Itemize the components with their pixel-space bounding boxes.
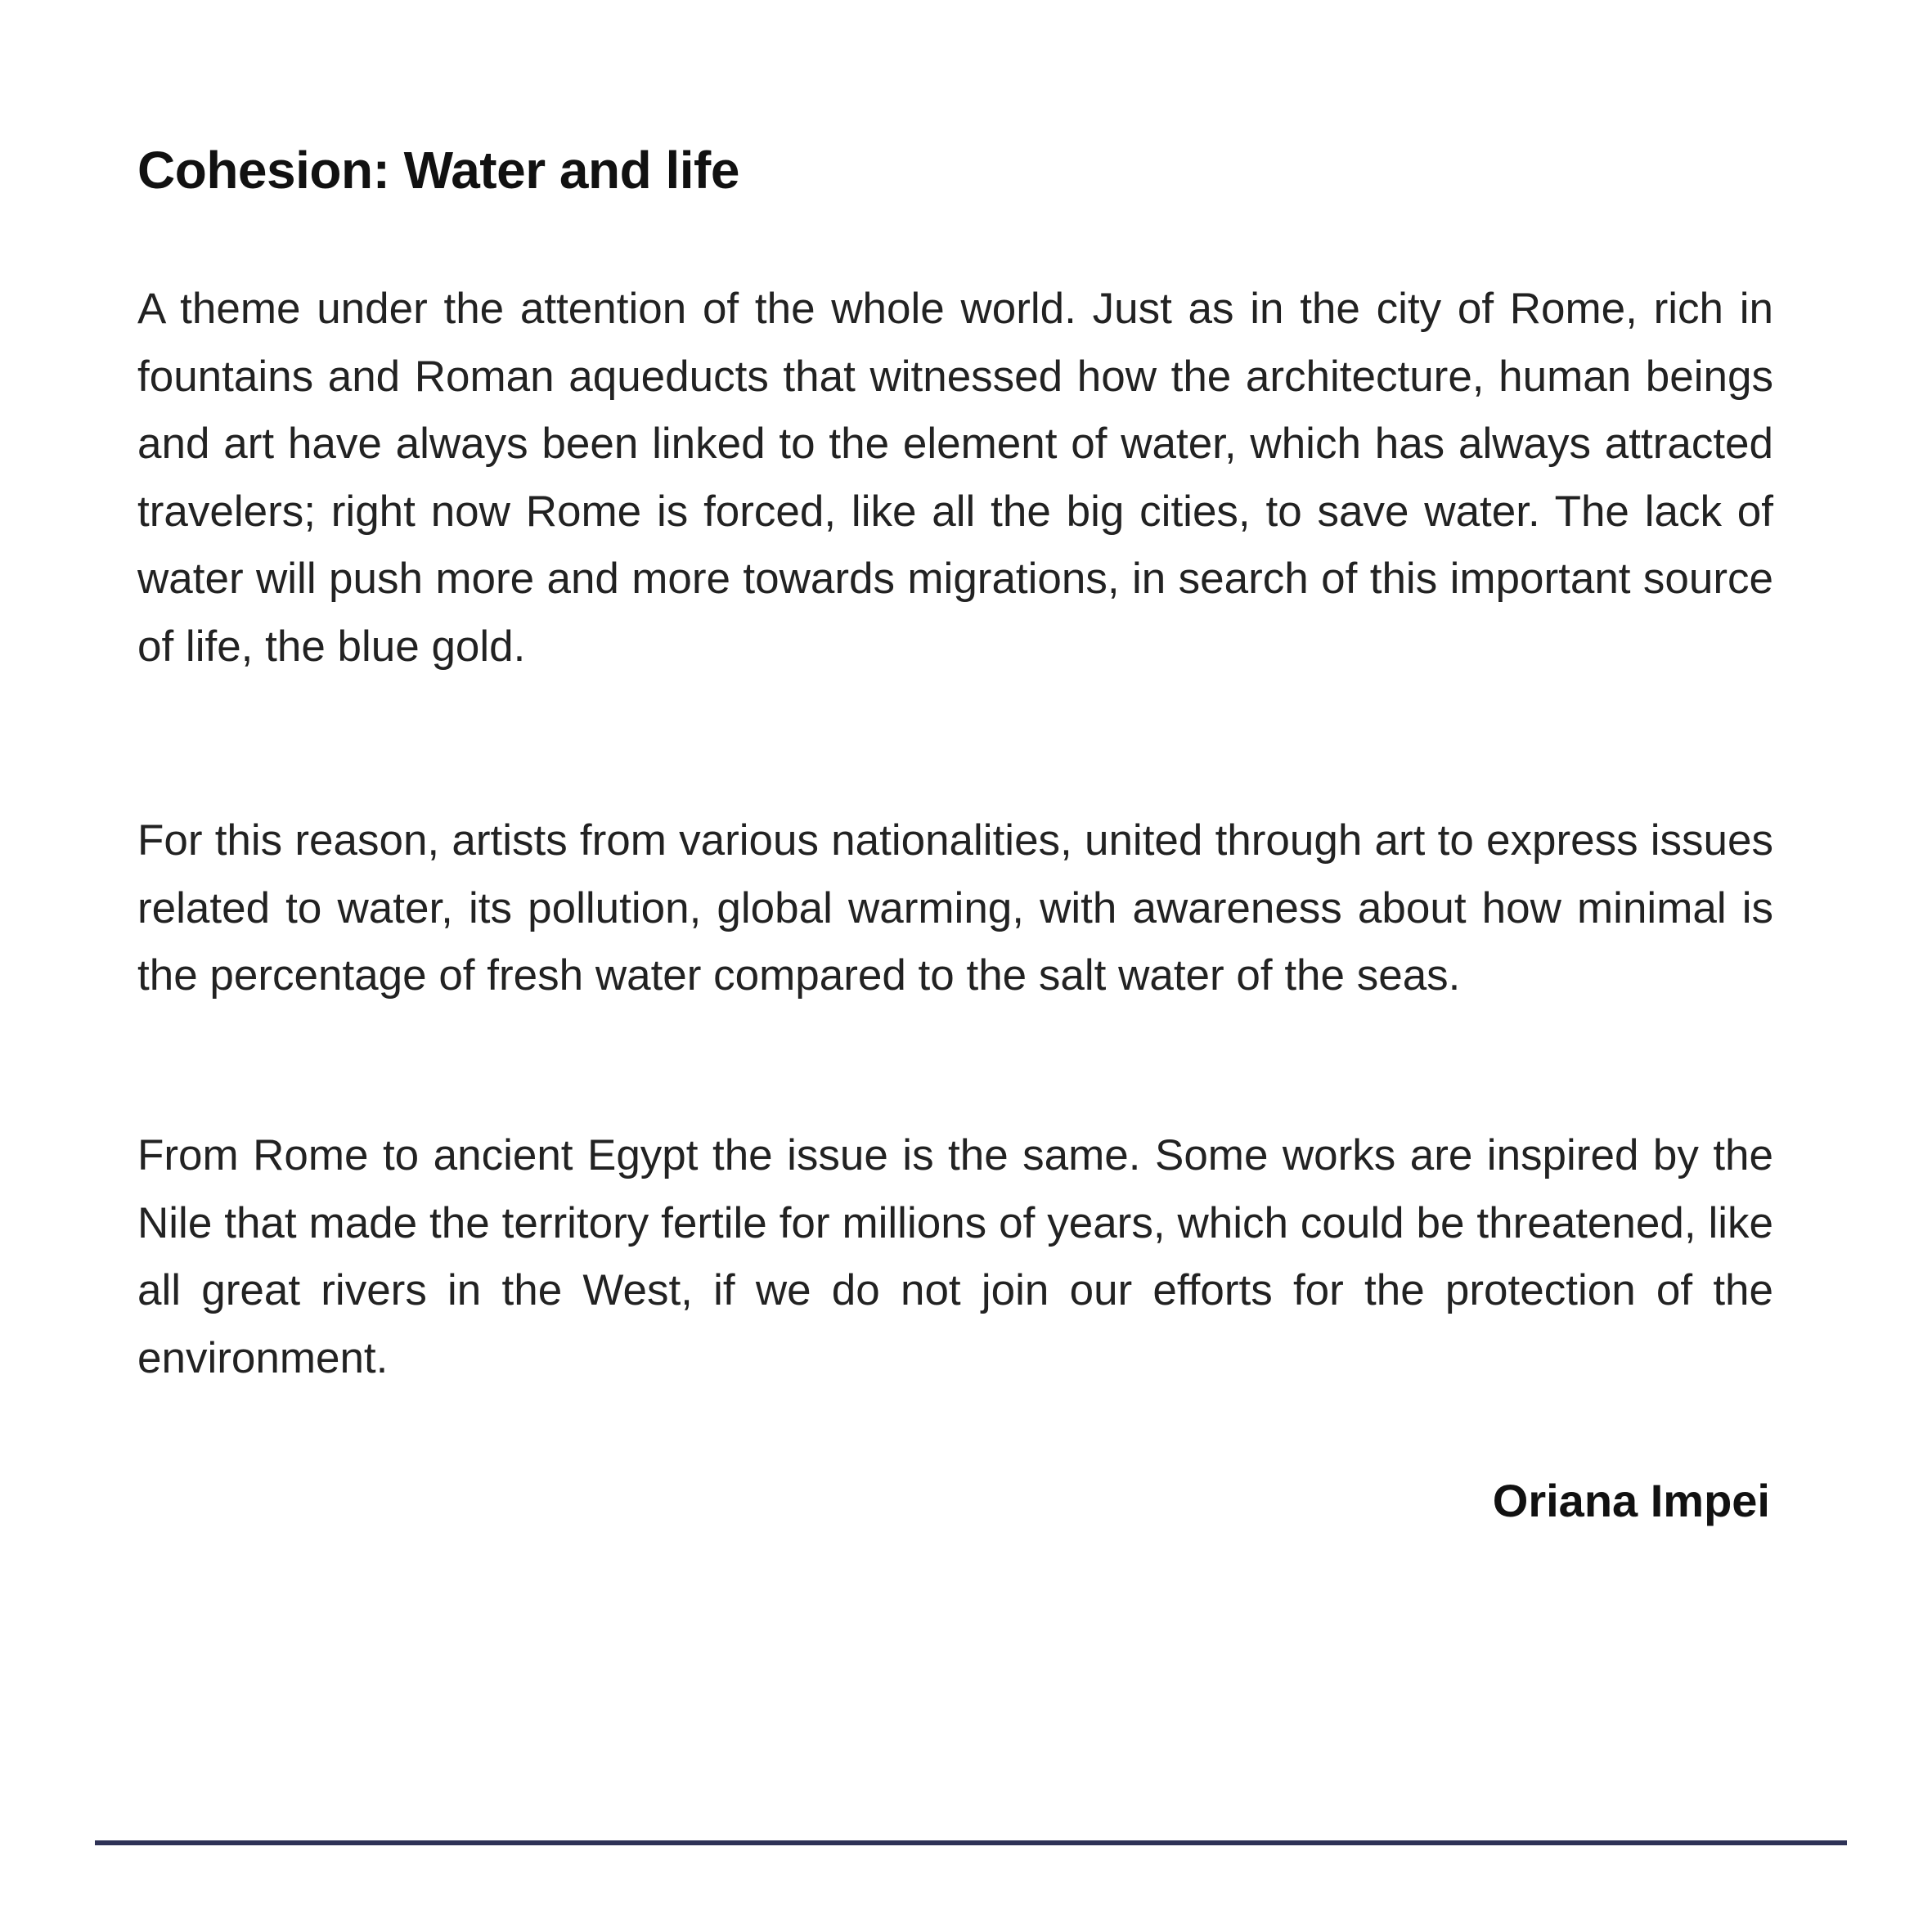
footer-divider [95,1840,1847,1845]
paragraph-artists: For this reason, artists from various nationalities, united through art to express issues related to water, its pollution, global warming, with awareness about how minimal is the percentage of fresh water compared to the salt water of the seas. [137,816,1773,1000]
author-signature: Oriana Impei [1492,1475,1770,1526]
paragraph-egypt: From Rome to ancient Egypt the issue is the same. Some works are inspired by the Nile that made the territory fertile for millions of years, which could be threatened, like all great rivers in the West, if we do not join our efforts for the protection of the environment. [137,1131,1773,1382]
document-title: Cohesion: Water and life [137,141,739,200]
paragraph-intro: A theme under the attention of the whole world. Just as in the city of Rome, rich in fountains and Roman aqueducts that witnessed how the architecture, human beings and art have always been linked to the element of water, which has always attracted travelers; right now Rome is forced, like all the big cities, to save water. The lack of water will push more and more towards migrations, in search of this important source of life, the blue gold. [137,285,1773,671]
